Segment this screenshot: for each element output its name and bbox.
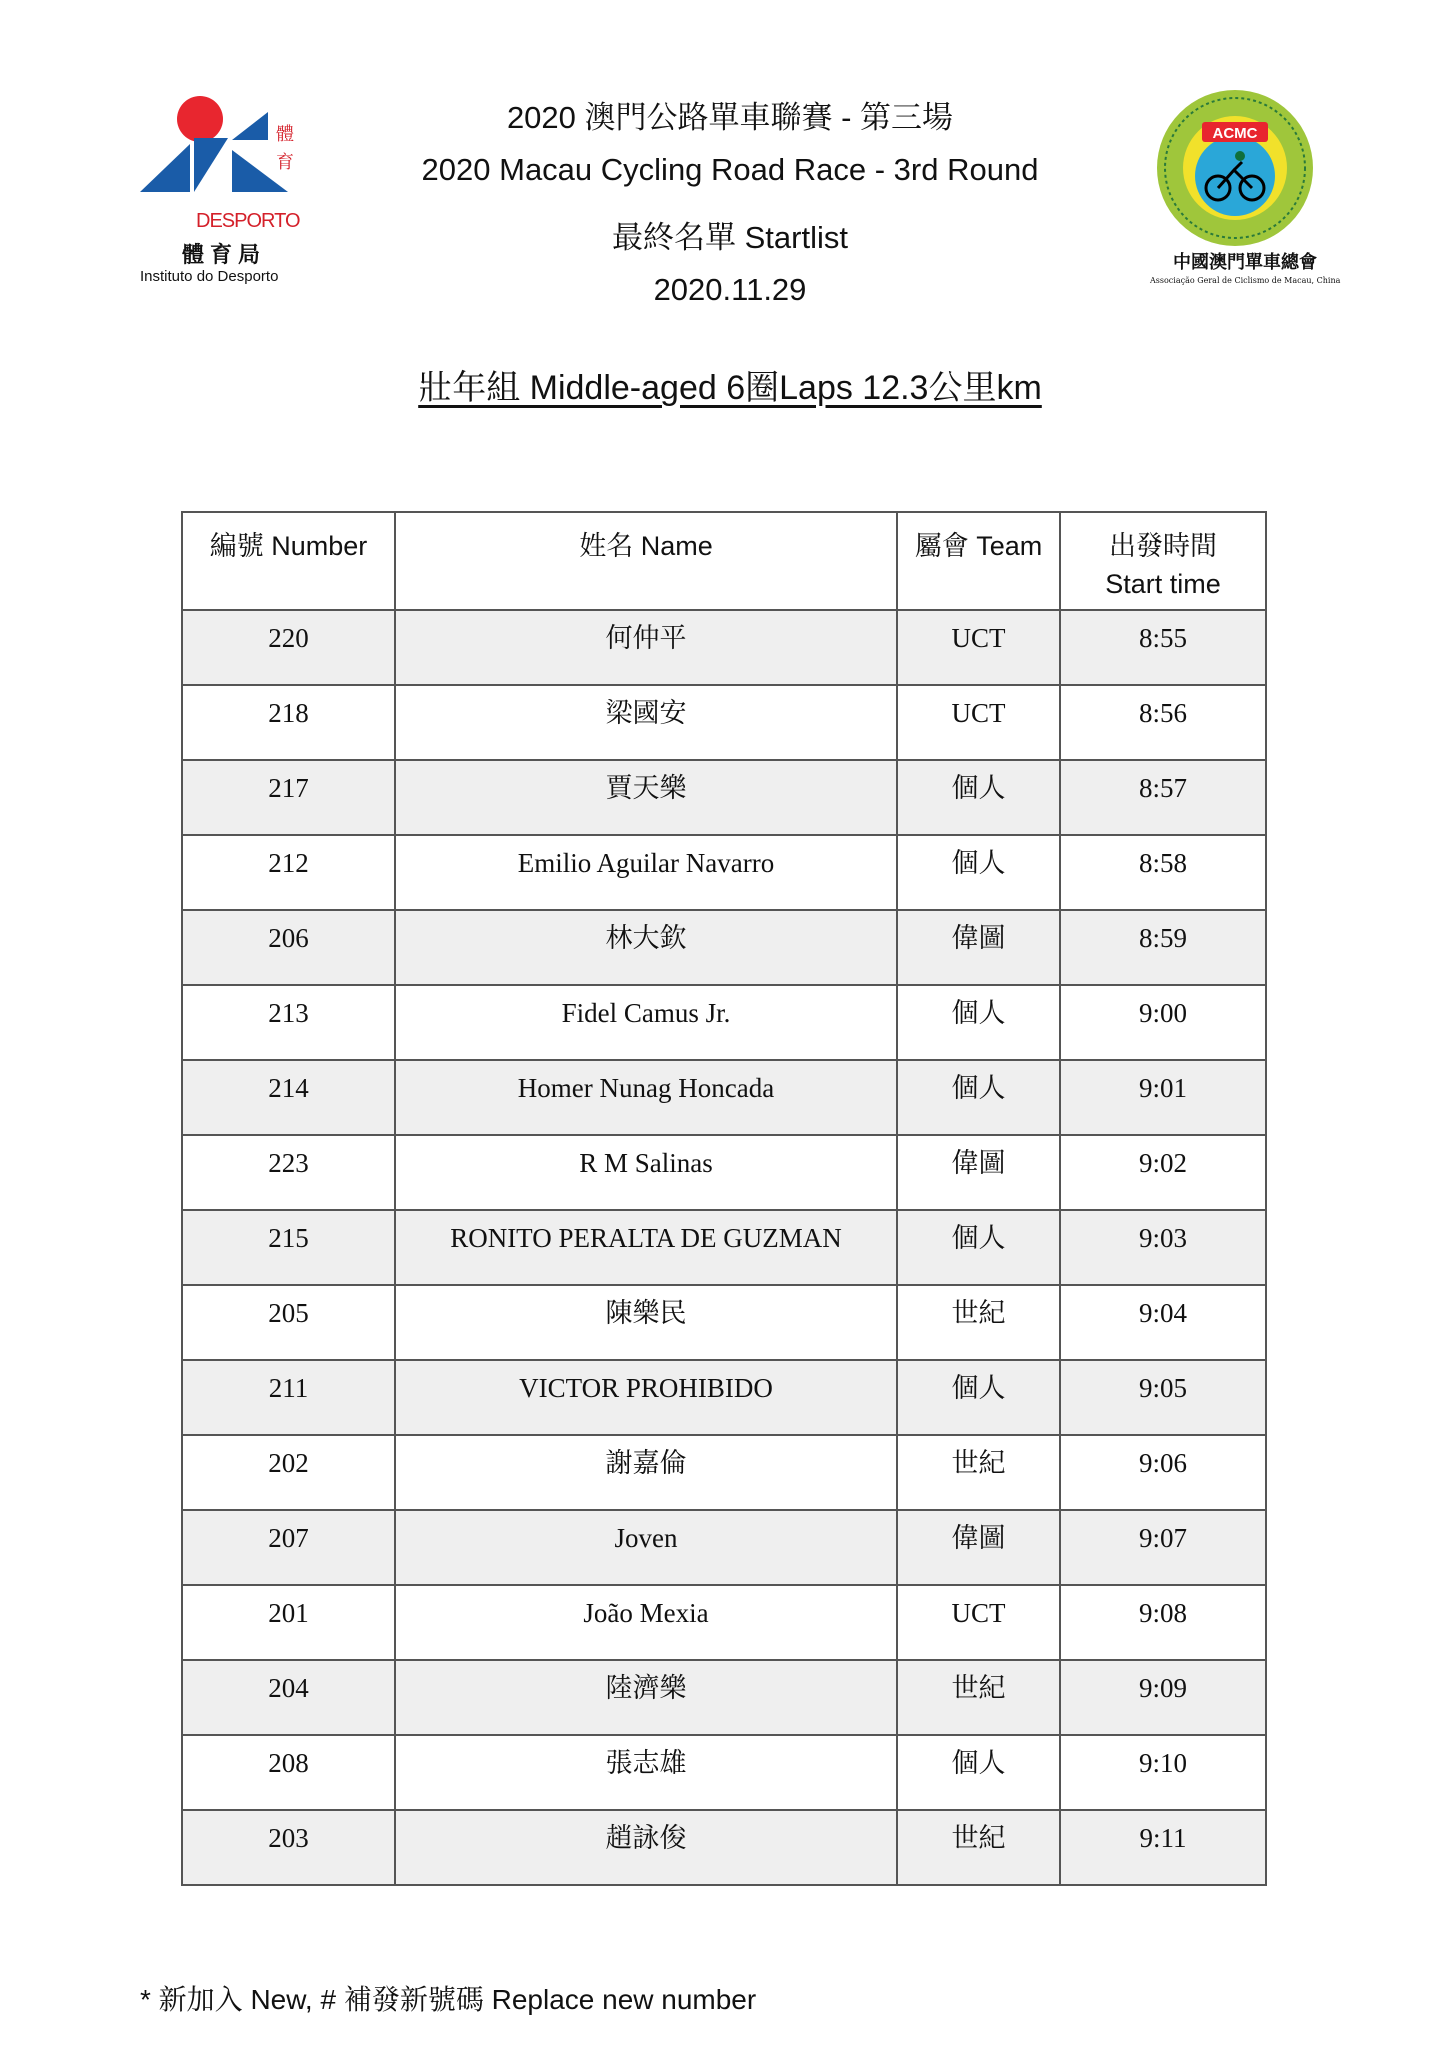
desporto-emblem-icon xyxy=(140,92,340,222)
cell-team: UCT xyxy=(897,610,1060,685)
cell-name: Joven xyxy=(395,1510,897,1585)
cell-time: 9:03 xyxy=(1060,1210,1266,1285)
cell-number: 214 xyxy=(182,1060,395,1135)
startlist-table xyxy=(181,511,1267,1886)
desporto-logo xyxy=(140,92,340,292)
cell-team: 個人 xyxy=(897,760,1060,835)
cell-time: 9:09 xyxy=(1060,1660,1266,1735)
cell-team: 世紀 xyxy=(897,1810,1060,1885)
desporto-side-char-2: 育 xyxy=(276,152,294,172)
cell-number: 218 xyxy=(182,685,395,760)
cell-name: João Mexia xyxy=(395,1585,897,1660)
cell-time: 9:02 xyxy=(1060,1135,1266,1210)
cell-time: 8:56 xyxy=(1060,685,1266,760)
cell-name: 林大欽 xyxy=(395,910,897,985)
cell-time: 9:01 xyxy=(1060,1060,1266,1135)
cell-number: 213 xyxy=(182,985,395,1060)
cell-number: 212 xyxy=(182,835,395,910)
cell-name: R M Salinas xyxy=(395,1135,897,1210)
cell-team: 世紀 xyxy=(897,1285,1060,1360)
table-row xyxy=(182,1510,1266,1585)
table-row xyxy=(182,1060,1266,1135)
cell-time: 8:57 xyxy=(1060,760,1266,835)
table-row xyxy=(182,1660,1266,1735)
cell-team: 偉圖 xyxy=(897,910,1060,985)
cell-number: 223 xyxy=(182,1135,395,1210)
cell-team: 個人 xyxy=(897,835,1060,910)
table-row xyxy=(182,910,1266,985)
cell-time: 9:04 xyxy=(1060,1285,1266,1360)
table-row xyxy=(182,1360,1266,1435)
cell-name: Homer Nunag Honcada xyxy=(395,1060,897,1135)
cell-name: 賈天樂 xyxy=(395,760,897,835)
category-title: 壯年組 Middle-aged 6圈Laps 12.3公里km xyxy=(418,369,1042,407)
event-date: 2020.11.29 xyxy=(653,272,807,307)
header-name: 姓名 Name xyxy=(395,512,897,610)
cell-team: UCT xyxy=(897,685,1060,760)
acmc-pt-name: Associação Geral de Ciclismo de Macau, China xyxy=(1150,276,1341,285)
cell-team: 世紀 xyxy=(897,1435,1060,1510)
desporto-pt-name: Instituto do Desporto xyxy=(140,268,279,285)
cell-number: 203 xyxy=(182,1810,395,1885)
cell-team: 世紀 xyxy=(897,1660,1060,1735)
cell-team: 個人 xyxy=(897,1735,1060,1810)
cell-number: 215 xyxy=(182,1210,395,1285)
cell-name: VICTOR PROHIBIDO xyxy=(395,1360,897,1435)
cell-time: 8:58 xyxy=(1060,835,1266,910)
cell-name: 陳樂民 xyxy=(395,1285,897,1360)
cell-time: 9:10 xyxy=(1060,1735,1266,1810)
header-number: 編號 Number xyxy=(182,512,395,610)
header-start-time xyxy=(1060,512,1266,610)
acmc-badge-icon xyxy=(1150,86,1340,246)
table-header-row xyxy=(182,512,1266,610)
table-row xyxy=(182,1735,1266,1810)
cell-team: 個人 xyxy=(897,1060,1060,1135)
cell-name: 梁國安 xyxy=(395,685,897,760)
cell-team: 個人 xyxy=(897,1210,1060,1285)
cell-name: Fidel Camus Jr. xyxy=(395,985,897,1060)
cell-name: 陸濟樂 xyxy=(395,1660,897,1735)
cell-name: 趙詠俊 xyxy=(395,1810,897,1885)
table-row xyxy=(182,1810,1266,1885)
cell-number: 202 xyxy=(182,1435,395,1510)
cell-time: 9:05 xyxy=(1060,1360,1266,1435)
cell-time: 8:55 xyxy=(1060,610,1266,685)
table-row xyxy=(182,685,1266,760)
cell-team: UCT xyxy=(897,1585,1060,1660)
table-row xyxy=(182,1435,1266,1510)
event-title-cn: 2020 澳門公路單車聯賽 - 第三場 xyxy=(506,100,954,135)
cell-time: 8:59 xyxy=(1060,910,1266,985)
table-row xyxy=(182,1585,1266,1660)
acmc-badge-text: ACMC xyxy=(1212,125,1258,142)
cell-number: 205 xyxy=(182,1285,395,1360)
cell-number: 201 xyxy=(182,1585,395,1660)
cell-time: 9:00 xyxy=(1060,985,1266,1060)
header-team: 屬會 Team xyxy=(897,512,1060,610)
table-row xyxy=(182,610,1266,685)
cell-number: 207 xyxy=(182,1510,395,1585)
table-row xyxy=(182,1135,1266,1210)
cell-team: 個人 xyxy=(897,985,1060,1060)
cell-time: 9:11 xyxy=(1060,1810,1266,1885)
cell-team: 個人 xyxy=(897,1360,1060,1435)
footnote: * 新加入 New, # 補發新號碼 Replace new number xyxy=(140,1984,757,2015)
cell-number: 220 xyxy=(182,610,395,685)
acmc-logo xyxy=(1150,86,1340,296)
cell-number: 206 xyxy=(182,910,395,985)
cell-number: 217 xyxy=(182,760,395,835)
event-title-en: 2020 Macau Cycling Road Race - 3rd Round xyxy=(421,152,1039,187)
cell-name: Emilio Aguilar Navarro xyxy=(395,835,897,910)
cell-name: 何仲平 xyxy=(395,610,897,685)
desporto-cn-name: 體育局 xyxy=(182,242,267,267)
cell-team: 偉圖 xyxy=(897,1510,1060,1585)
cell-number: 204 xyxy=(182,1660,395,1735)
acmc-cn-name: 中國澳門單車總會 xyxy=(1173,252,1317,273)
cell-number: 208 xyxy=(182,1735,395,1810)
cell-time: 9:08 xyxy=(1060,1585,1266,1660)
cell-name: 張志雄 xyxy=(395,1735,897,1810)
table-row xyxy=(182,985,1266,1060)
cell-name: RONITO PERALTA DE GUZMAN xyxy=(395,1210,897,1285)
document-type: 最終名單 Startlist xyxy=(612,220,848,255)
cell-name: 謝嘉倫 xyxy=(395,1435,897,1510)
header-start-time-en: Start time xyxy=(1105,569,1221,599)
cell-time: 9:06 xyxy=(1060,1435,1266,1510)
table-row xyxy=(182,760,1266,835)
desporto-brand-text: DESPORTO xyxy=(196,210,300,232)
cell-team: 偉圖 xyxy=(897,1135,1060,1210)
cell-time: 9:07 xyxy=(1060,1510,1266,1585)
cell-number: 211 xyxy=(182,1360,395,1435)
table-row xyxy=(182,1285,1266,1360)
table-row xyxy=(182,835,1266,910)
desporto-side-char-1: 體 xyxy=(276,124,294,144)
header-start-time-cn: 出發時間 xyxy=(1109,531,1217,561)
table-row xyxy=(182,1210,1266,1285)
